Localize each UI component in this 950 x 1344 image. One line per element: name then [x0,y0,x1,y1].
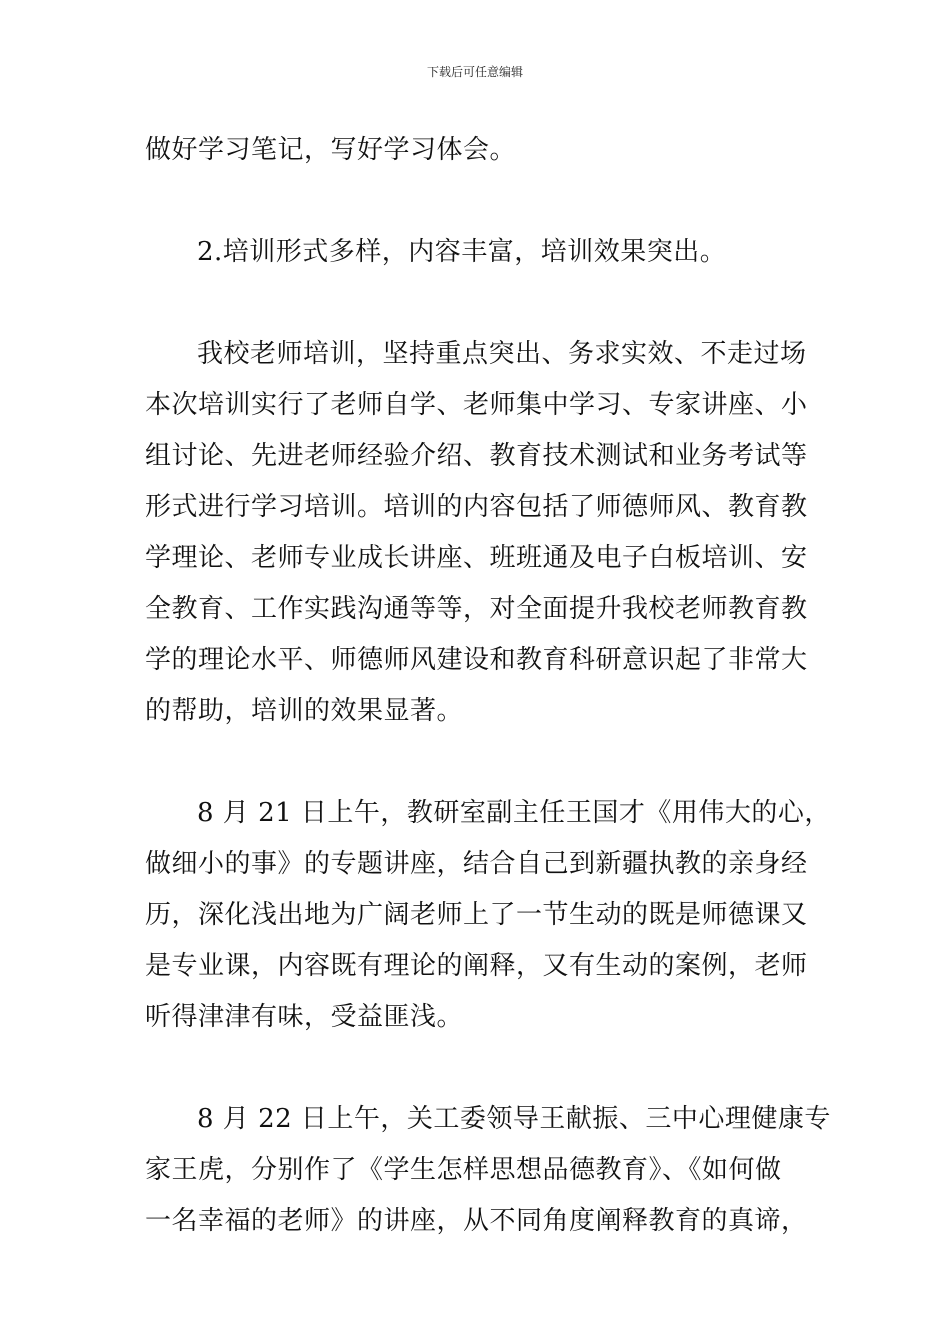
paragraph-line: 我校老师培训，坚持重点突出、务求实效、不走过场 [197,339,807,369]
paragraph-gap [145,737,810,788]
paragraph-line: 组讨论、先进老师经验介绍、教育技术测试和业务考试等 [145,441,808,471]
paragraph-line: 本次培训实行了老师自学、老师集中学习、专家讲座、小 [145,390,808,420]
paragraph-3 [145,329,810,737]
paragraph-line: 家王虎，分别作了《学生怎样思想品德教育》、《如何做 [145,1155,782,1185]
paragraph-line: 历，深化浅出地为广阔老师上了一节生动的既是师德课又 [145,900,808,930]
document-body [145,125,831,1247]
paragraph-line: 形式进行学习培训。培训的内容包括了师德师风、教育教 [145,492,808,522]
paragraph-line: 8 月 22 日上午，关工委领导王献振、三中心理健康专 [197,1104,831,1134]
paragraph-gap [145,176,810,227]
paragraph-line: 学的理论水平、师德师风建设和教育科研意识起了非常大 [145,645,808,675]
paragraph-4 [145,788,831,1043]
paragraph-line: 全教育、工作实践沟通等等，对全面提升我校老师教育教 [145,594,808,624]
paragraph-gap [145,278,810,329]
paragraph-5 [145,1094,831,1247]
paragraph-line: 学理论、老师专业成长讲座、班班通及电子白板培训、安 [145,543,808,573]
paragraph-line: 一名幸福的老师》的讲座，从不同角度阐释教育的真谛， [145,1206,808,1236]
paragraph-line: 听得津津有味，受益匪浅。 [145,1002,464,1032]
paragraph-1 [145,125,810,176]
paragraph-line: 做细小的事》的专题讲座，结合自己到新疆执教的亲身经 [145,849,808,879]
paragraph-line: 8 月 21 日上午，教研室副主任王国才《用伟大的心， [197,798,831,828]
paragraph-gap [145,1043,810,1094]
page-header: 下载后可任意编辑 [426,65,523,79]
paragraph-2 [145,227,810,278]
paragraph-line: 2.培训形式多样，内容丰富，培训效果突出。 [197,237,727,267]
paragraph-line: 做好学习笔记，写好学习体会。 [145,135,517,165]
paragraph-line: 是专业课，内容既有理论的阐释，又有生动的案例，老师 [145,951,808,981]
paragraph-line: 的帮助，培训的效果显著。 [145,696,464,726]
